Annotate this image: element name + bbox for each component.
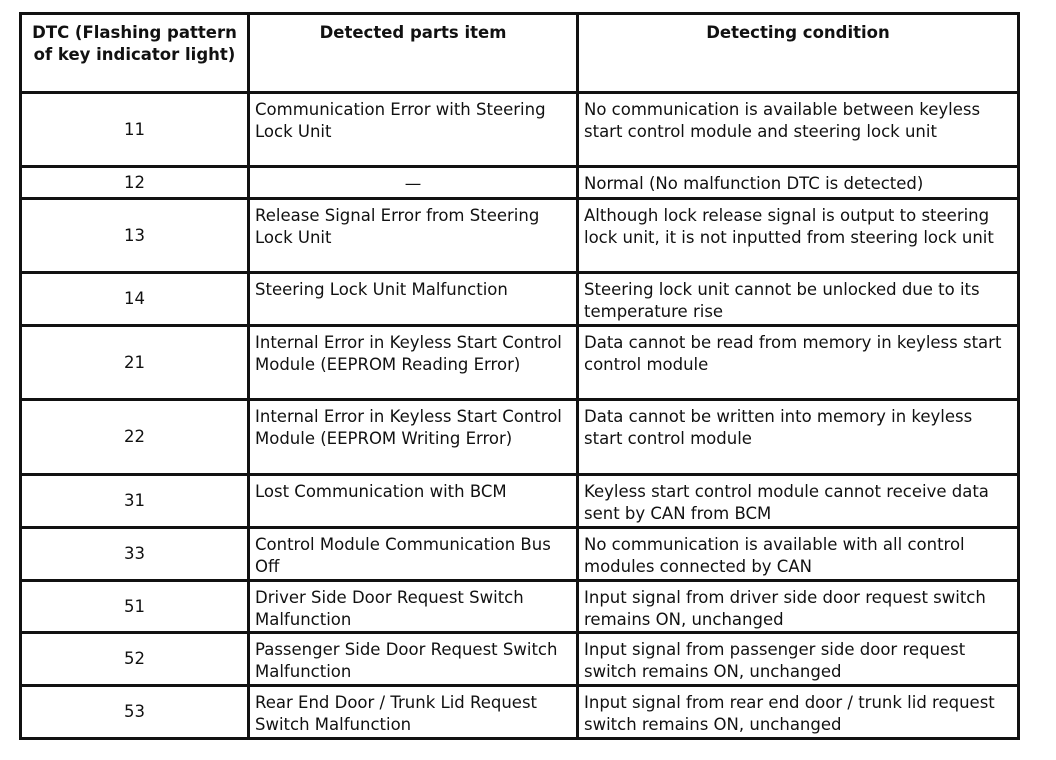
- table-row: [21, 199, 1019, 273]
- detecting-condition: Although lock release signal is output to steering lock unit, it is not inputted from steering lock unit: [578, 199, 1019, 273]
- detected-parts-item: Passenger Side Door Request Switch Malfunction: [249, 633, 578, 686]
- table-header-row: [21, 14, 1019, 93]
- detecting-condition: Steering lock unit cannot be unlocked due to its temperature rise: [578, 273, 1019, 326]
- detected-parts-item: Rear End Door / Trunk Lid Request Switch Malfunction: [249, 686, 578, 739]
- detected-parts-item: Driver Side Door Request Switch Malfunction: [249, 581, 578, 633]
- dtc-code: 33: [21, 528, 249, 581]
- dtc-code: 13: [21, 199, 249, 273]
- detecting-condition: Input signal from driver side door request switch remains ON, unchanged: [578, 581, 1019, 633]
- table-row: [21, 633, 1019, 686]
- table-row: [21, 475, 1019, 528]
- table-row: [21, 400, 1019, 475]
- table-row: [21, 528, 1019, 581]
- dtc-code: 51: [21, 581, 249, 633]
- detecting-condition: No communication is available with all control modules connected by CAN: [578, 528, 1019, 581]
- detected-parts-item: Internal Error in Keyless Start Control Module (EEPROM Writing Error): [249, 400, 578, 475]
- dtc-code: 52: [21, 633, 249, 686]
- dtc-code: 14: [21, 273, 249, 326]
- header-detecting-condition: Detecting condition: [578, 14, 1019, 93]
- dtc-code: 12: [21, 167, 249, 199]
- detecting-condition: Input signal from rear end door / trunk lid request switch remains ON, unchanged: [578, 686, 1019, 739]
- detecting-condition: Input signal from passenger side door request switch remains ON, unchanged: [578, 633, 1019, 686]
- detecting-condition: No communication is available between keyless start control module and steering lock unit: [578, 93, 1019, 167]
- detected-parts-item: Control Module Communication Bus Off: [249, 528, 578, 581]
- dtc-code: 11: [21, 93, 249, 167]
- dtc-code: 31: [21, 475, 249, 528]
- dtc-code: 21: [21, 326, 249, 400]
- detected-parts-item: Internal Error in Keyless Start Control Module (EEPROM Reading Error): [249, 326, 578, 400]
- header-dtc: DTC (Flashing pattern of key indicator light): [21, 14, 249, 93]
- detected-parts-item: Communication Error with Steering Lock Unit: [249, 93, 578, 167]
- dtc-table: [19, 12, 1020, 740]
- dtc-code: 53: [21, 686, 249, 739]
- dtc-code: 22: [21, 400, 249, 475]
- detected-parts-item: Lost Communication with BCM: [249, 475, 578, 528]
- detecting-condition: Keyless start control module cannot receive data sent by CAN from BCM: [578, 475, 1019, 528]
- table-row: [21, 326, 1019, 400]
- detected-parts-item: Steering Lock Unit Malfunction: [249, 273, 578, 326]
- table-row: [21, 93, 1019, 167]
- table-row: [21, 167, 1019, 199]
- table-row: [21, 581, 1019, 633]
- detecting-condition: Normal (No malfunction DTC is detected): [578, 167, 1019, 199]
- detecting-condition: Data cannot be read from memory in keyless start control module: [578, 326, 1019, 400]
- detected-parts-item: Release Signal Error from Steering Lock Unit: [249, 199, 578, 273]
- header-detected-parts-item: Detected parts item: [249, 14, 578, 93]
- detecting-condition: Data cannot be written into memory in keyless start control module: [578, 400, 1019, 475]
- table-row: [21, 273, 1019, 326]
- detected-parts-item: —: [249, 167, 578, 199]
- table-row: [21, 686, 1019, 739]
